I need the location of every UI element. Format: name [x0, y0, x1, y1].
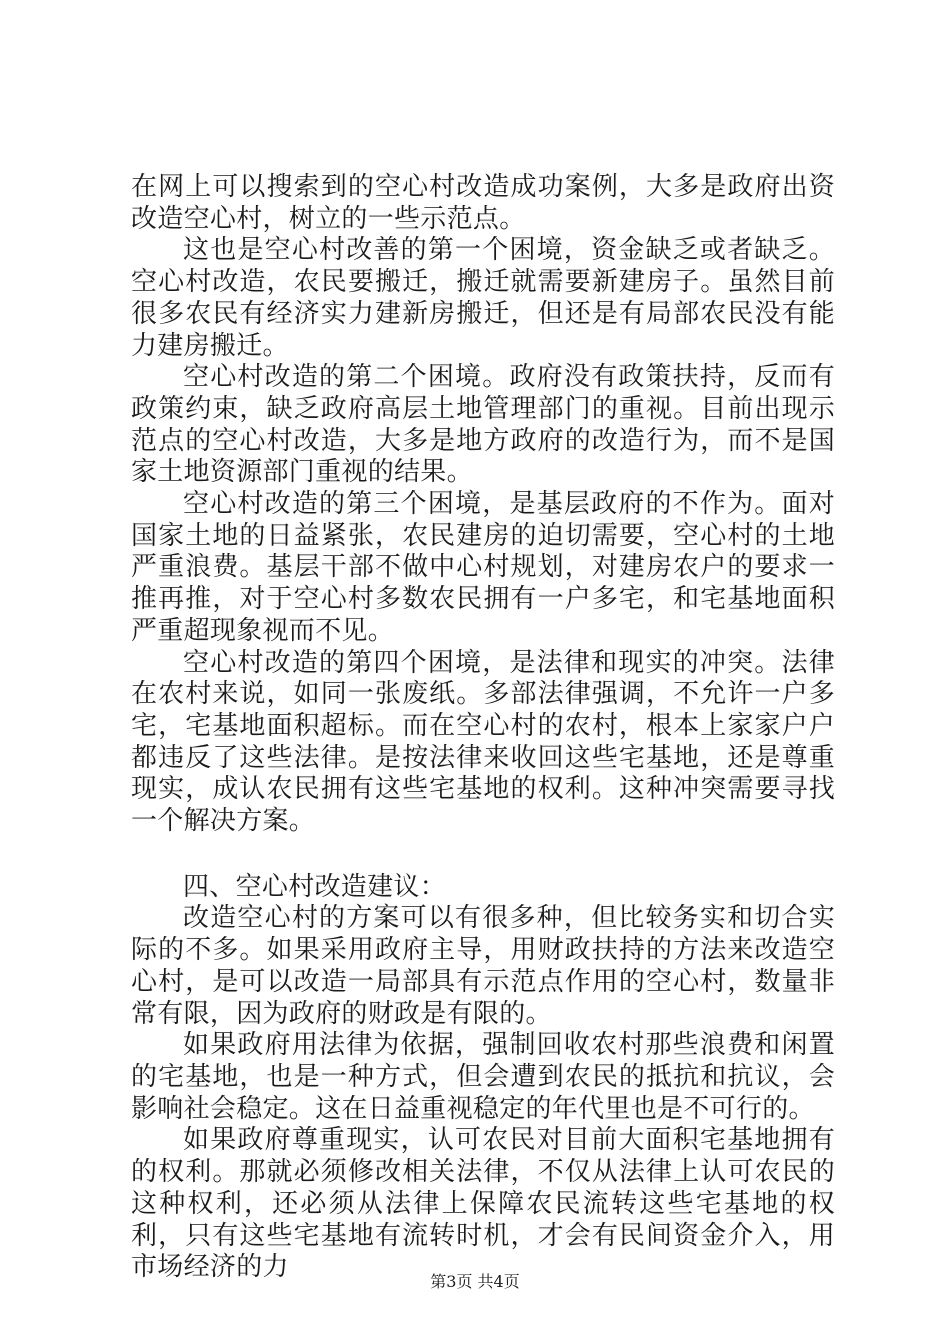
paragraph: 空心村改造的第二个困境。政府没有政策扶持，反而有政策约束，缺乏政府高层土地管理部门的重视。目前出现示范点的空心村改造，大多是地方政府的改造行为，而不是国家土地资源部门重视的结果。	[131, 362, 835, 488]
paragraph: 如果政府尊重现实，认可农民对目前大面积宅基地拥有的权利。那就必须修改相关法律，不仅从法律上认可农民的这种权利，还必须从法律上保障农民流转这些宅基地的权利，只有这些宅基地有流转时机，才会有民间资金介入，用市场经济的力	[131, 1125, 835, 1283]
paragraph: 这也是空心村改善的第一个困境，资金缺乏或者缺乏。空心村改造，农民要搬迁，搬迁就需要新建房子。虽然目前很多农民有经济实力建新房搬迁，但还是有局部农民没有能力建房搬迁。	[131, 235, 835, 361]
paragraph: 在网上可以搜索到的空心村改造成功案例，大多是政府出资改造空心村，树立的一些示范点。	[131, 172, 835, 234]
section-heading: 四、空心村改造建议：	[183, 871, 447, 902]
page-number-footer: 第3页 共4页	[430, 1272, 520, 1291]
paragraph: 改造空心村的方案可以有很多种，但比较务实和切合实际的不多。如果采用政府主导，用财政扶持的方法来改造空心村，是可以改造一局部具有示范点作用的空心村，数量非常有限，因为政府的财政是有限的。	[131, 903, 835, 1029]
paragraph: 空心村改造的第三个困境，是基层政府的不作为。面对国家土地的日益紧张，农民建房的迫切需要，空心村的土地严重浪费。基层干部不做中心村规划，对建房农户的要求一推再推，对于空心村多数农民拥有一户多宅，和宅基地面积严重超现象视而不见。	[131, 489, 835, 646]
paragraph: 空心村改造的第四个困境，是法律和现实的冲突。法律在农村来说，如同一张废纸。多部法律强调，不允许一户多宅，宅基地面积超标。而在空心村的农村，根本上家家户户都违反了这些法律。是按法律来收回这些宅基地，还是尊重现实，成认农民拥有这些宅基地的权利。这种冲突需要寻找一个解决方案。	[131, 647, 835, 837]
paragraph: 如果政府用法律为依据，强制回收农村那些浪费和闲置的宅基地，也是一种方式，但会遭到农民的抵抗和抗议，会影响社会稳定。这在日益重视稳定的年代里也是不可行的。	[131, 1030, 835, 1124]
document-body	[131, 172, 835, 1284]
